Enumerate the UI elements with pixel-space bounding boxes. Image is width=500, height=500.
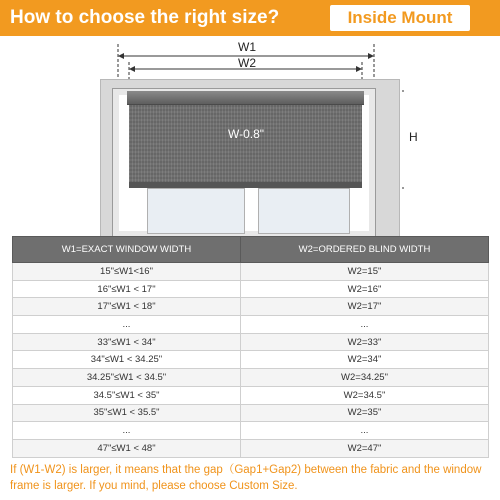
blind-width-cell: ... <box>241 316 489 334</box>
header-bar <box>0 0 500 36</box>
table-row <box>13 351 489 369</box>
blind-width-cell: W2=34.5" <box>241 386 489 404</box>
blind-width-cell: W2=17" <box>241 298 489 316</box>
measurement-diagram <box>0 36 500 232</box>
window-width-cell: ... <box>13 316 241 334</box>
page-title: How to choose the right size? <box>10 7 280 28</box>
window-pane-left <box>147 188 245 234</box>
w1-label: W1 <box>238 40 256 54</box>
blind-width-cell: W2=16" <box>241 280 489 298</box>
blind-width-cell: W2=15" <box>241 263 489 281</box>
window-width-cell: 34.25"≤W1 < 34.5" <box>13 369 241 387</box>
window-width-cell: 17"≤W1 < 18" <box>13 298 241 316</box>
window-width-cell: 35"≤W1 < 35.5" <box>13 404 241 422</box>
w2-label: W2 <box>238 56 256 70</box>
window-width-cell: 16"≤W1 < 17" <box>13 280 241 298</box>
header-blind-width: W2=ORDERED BLIND WIDTH <box>241 237 489 263</box>
window-pane-right <box>258 188 350 234</box>
table-header-row <box>13 237 489 263</box>
blind-width-cell: W2=47" <box>241 439 489 457</box>
table-row <box>13 422 489 440</box>
window-width-cell: 15"≤W1<16" <box>13 263 241 281</box>
table-row <box>13 439 489 457</box>
table-row <box>13 316 489 334</box>
blind-bottom-bar <box>129 182 362 188</box>
blind-width-cell: W2=34.25" <box>241 369 489 387</box>
blind-width-cell: W2=33" <box>241 333 489 351</box>
blind-width-label: W-0.8" <box>228 127 265 141</box>
header-window-width: W1=EXACT WINDOW WIDTH <box>13 237 241 263</box>
table-row <box>13 280 489 298</box>
window-width-cell: 34.5"≤W1 < 35" <box>13 386 241 404</box>
table-row <box>13 333 489 351</box>
table-row <box>13 369 489 387</box>
blind-width-cell: ... <box>241 422 489 440</box>
mount-type-badge: Inside Mount <box>330 5 470 31</box>
blind-headrail <box>127 91 364 105</box>
window-width-cell: 33"≤W1 < 34" <box>13 333 241 351</box>
h-label: H <box>409 130 418 144</box>
footnote: If (W1-W2) is larger, it means that the gap（Gap1+Gap2) between the fabric and the window frame is larger. If you mind, please choose Custom Size. <box>10 464 482 492</box>
window-width-cell: ... <box>13 422 241 440</box>
window-width-cell: 34"≤W1 < 34.25" <box>13 351 241 369</box>
table-row <box>13 263 489 281</box>
blind-width-cell: W2=34" <box>241 351 489 369</box>
table-row <box>13 386 489 404</box>
blind-width-cell: W2=35" <box>241 404 489 422</box>
size-chart-table <box>12 236 489 458</box>
table-row <box>13 404 489 422</box>
window-width-cell: 47"≤W1 < 48" <box>13 439 241 457</box>
table-row <box>13 298 489 316</box>
